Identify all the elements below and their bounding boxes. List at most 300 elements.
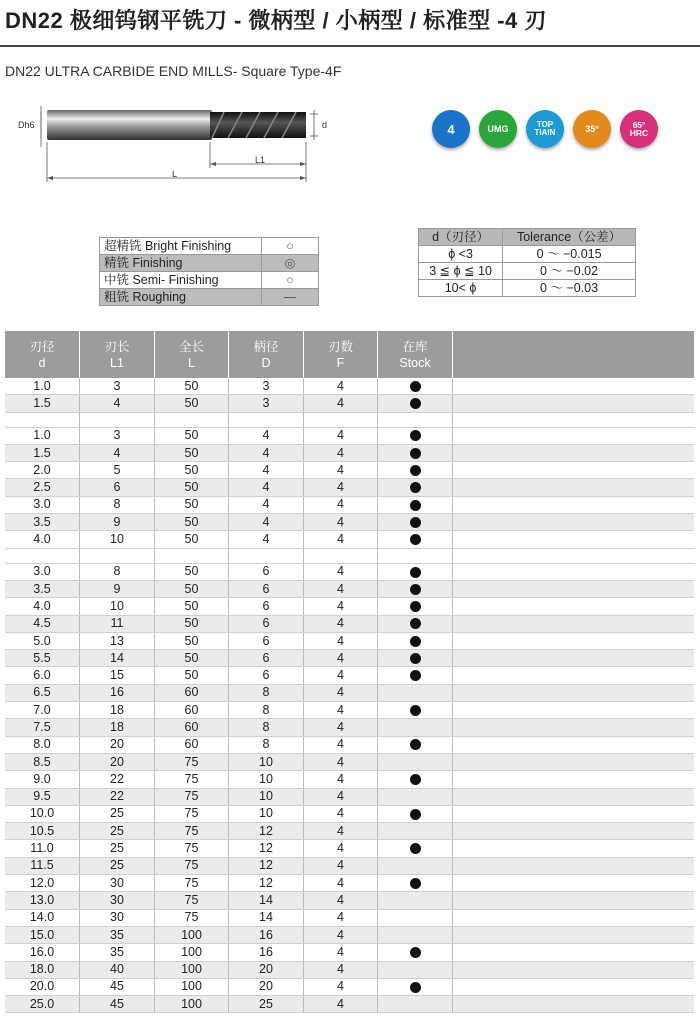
cell-flute-length: 4	[80, 395, 155, 412]
cell-stock	[378, 926, 453, 943]
tolerance-header-tol: Tolerance（公差）	[503, 229, 636, 246]
finishing-label: 粗铣 Roughing	[100, 289, 262, 306]
cell-blank	[453, 615, 695, 632]
cell-flute-length: 30	[80, 892, 155, 909]
cell-shank-diameter: 3	[229, 395, 304, 412]
cell-flutes: 4	[304, 496, 378, 513]
table-row	[5, 615, 694, 632]
cell-shank-diameter: 6	[229, 580, 304, 597]
tolerance-value: 0 ～ −0.03	[503, 280, 636, 297]
in-stock-dot-icon	[410, 774, 421, 785]
table-row	[5, 753, 694, 770]
cell-stock	[378, 736, 453, 753]
cell-shank-diameter: 14	[229, 909, 304, 926]
cell-stock	[378, 615, 453, 632]
cell-flute-length: 45	[80, 996, 155, 1013]
cell-overall-length: 100	[155, 996, 229, 1013]
cell-stock	[378, 771, 453, 788]
cell-shank-diameter: 6	[229, 632, 304, 649]
cell-shank-diameter: 8	[229, 719, 304, 736]
page-title: DN22 极细钨钢平铣刀 - 微柄型 / 小柄型 / 标准型 -4 刃	[5, 8, 547, 33]
cell-flutes: 4	[304, 632, 378, 649]
cell-stock	[378, 805, 453, 822]
cell-flutes: 4	[304, 996, 378, 1013]
table-row	[5, 805, 694, 822]
cell-flutes: 4	[304, 684, 378, 701]
cell-blank	[453, 479, 695, 496]
cell-shank-diameter: 20	[229, 961, 304, 978]
cell-shank-diameter: 4	[229, 514, 304, 531]
cell-diameter: 7.0	[5, 702, 80, 719]
cell-shank-diameter: 6	[229, 563, 304, 580]
table-row	[5, 598, 694, 615]
title-divider	[0, 45, 700, 47]
cell-flute-length: 11	[80, 615, 155, 632]
cell-diameter: 13.0	[5, 892, 80, 909]
in-stock-dot-icon	[410, 636, 421, 647]
in-stock-dot-icon	[410, 584, 421, 595]
cell-overall-length: 100	[155, 961, 229, 978]
header-blank	[453, 331, 695, 378]
cell-shank-diameter: 10	[229, 753, 304, 770]
cell-flute-length: 3	[80, 427, 155, 444]
cell-diameter: 3.0	[5, 496, 80, 513]
cell-diameter: 15.0	[5, 926, 80, 943]
cell-diameter: 4.0	[5, 598, 80, 615]
cell-flute-length: 9	[80, 580, 155, 597]
cell-blank	[453, 514, 695, 531]
finishing-label: 中铣 Semi- Finishing	[100, 272, 262, 289]
table-row	[5, 823, 694, 840]
cell-blank	[453, 805, 695, 822]
cell-blank	[453, 736, 695, 753]
cell-shank-diameter: 14	[229, 892, 304, 909]
finishing-row	[100, 255, 319, 272]
cell-blank	[453, 892, 695, 909]
cell-overall-length: 50	[155, 650, 229, 667]
cell-flute-length: 10	[80, 598, 155, 615]
cell-diameter: 1.5	[5, 395, 80, 412]
cell-diameter: 11.0	[5, 840, 80, 857]
table-row-spacer	[5, 548, 694, 563]
cell-flutes: 4	[304, 514, 378, 531]
finishing-row	[100, 289, 319, 306]
cell-flute-length: 35	[80, 926, 155, 943]
in-stock-dot-icon	[410, 448, 421, 459]
cell-overall-length: 75	[155, 840, 229, 857]
in-stock-dot-icon	[410, 534, 421, 545]
table-row	[5, 563, 694, 580]
in-stock-dot-icon	[410, 739, 421, 750]
cell-overall-length: 50	[155, 632, 229, 649]
cell-stock	[378, 378, 453, 395]
cell-blank	[453, 944, 695, 961]
in-stock-dot-icon	[410, 517, 421, 528]
table-row	[5, 496, 694, 513]
in-stock-dot-icon	[410, 500, 421, 511]
cell-flute-length: 8	[80, 563, 155, 580]
cell-diameter: 1.0	[5, 427, 80, 444]
cell-diameter: 3.0	[5, 563, 80, 580]
cell-stock	[378, 857, 453, 874]
cell-flutes: 4	[304, 563, 378, 580]
cell-blank	[453, 978, 695, 995]
table-row	[5, 978, 694, 995]
cell-stock	[378, 427, 453, 444]
in-stock-dot-icon	[410, 653, 421, 664]
cell-stock	[378, 823, 453, 840]
cell-overall-length: 50	[155, 462, 229, 479]
spec-header-row	[5, 331, 694, 378]
cell-flute-length: 25	[80, 805, 155, 822]
table-row	[5, 531, 694, 548]
cell-flutes: 4	[304, 857, 378, 874]
table-row	[5, 395, 694, 412]
tolerance-row	[419, 280, 636, 297]
cell-shank-diameter: 12	[229, 840, 304, 857]
cell-stock	[378, 684, 453, 701]
l-label: L	[172, 169, 178, 179]
table-row	[5, 427, 694, 444]
hrc-65-badge: 65° HRC	[620, 110, 658, 148]
cell-shank-diameter: 12	[229, 875, 304, 892]
cell-overall-length: 100	[155, 978, 229, 995]
cell-flutes: 4	[304, 427, 378, 444]
cell-overall-length: 50	[155, 531, 229, 548]
cell-diameter: 20.0	[5, 978, 80, 995]
header-diameter: 刃径 d	[5, 331, 80, 378]
cell-overall-length: 100	[155, 926, 229, 943]
cell-stock	[378, 719, 453, 736]
dh6-label: Dh6	[18, 120, 35, 130]
cell-stock	[378, 563, 453, 580]
tolerance-range: ϕ <3	[419, 246, 503, 263]
cell-blank	[453, 650, 695, 667]
tolerance-table	[418, 228, 636, 297]
cell-stock	[378, 479, 453, 496]
tolerance-value: 0 ～ −0.02	[503, 263, 636, 280]
cell-flutes: 4	[304, 702, 378, 719]
cell-flutes: 4	[304, 378, 378, 395]
cell-shank-diameter: 16	[229, 944, 304, 961]
in-stock-dot-icon	[410, 878, 421, 889]
cell-flutes: 4	[304, 978, 378, 995]
table-row	[5, 650, 694, 667]
cell-blank	[453, 996, 695, 1013]
cell-flutes: 4	[304, 615, 378, 632]
table-row	[5, 667, 694, 684]
cell-shank-diameter: 8	[229, 684, 304, 701]
table-row	[5, 892, 694, 909]
cell-overall-length: 50	[155, 427, 229, 444]
cell-stock	[378, 514, 453, 531]
tolerance-header-d: d（刃径）	[419, 229, 503, 246]
table-row	[5, 840, 694, 857]
4-flute-badge: 4	[432, 110, 470, 148]
cell-blank	[453, 719, 695, 736]
cell-overall-length: 50	[155, 378, 229, 395]
cell-overall-length: 60	[155, 719, 229, 736]
cell-overall-length: 50	[155, 598, 229, 615]
cell-blank	[453, 444, 695, 461]
cell-blank	[453, 961, 695, 978]
cell-shank-diameter: 6	[229, 650, 304, 667]
cell-diameter: 25.0	[5, 996, 80, 1013]
cell-shank-diameter: 6	[229, 667, 304, 684]
cell-diameter: 8.0	[5, 736, 80, 753]
cell-flutes: 4	[304, 479, 378, 496]
in-stock-dot-icon	[410, 809, 421, 820]
header-overall-length: 全长 L	[155, 331, 229, 378]
cell-blank	[453, 753, 695, 770]
table-row	[5, 580, 694, 597]
cell-blank	[453, 427, 695, 444]
cell-flutes: 4	[304, 823, 378, 840]
in-stock-dot-icon	[410, 465, 421, 476]
cell-flute-length: 13	[80, 632, 155, 649]
cell-shank-diameter: 6	[229, 598, 304, 615]
cell-flutes: 4	[304, 771, 378, 788]
cell-flute-length: 18	[80, 719, 155, 736]
cell-diameter: 11.5	[5, 857, 80, 874]
cell-stock	[378, 650, 453, 667]
cell-flute-length: 20	[80, 736, 155, 753]
cell-flutes: 4	[304, 580, 378, 597]
cell-blank	[453, 875, 695, 892]
table-row	[5, 479, 694, 496]
cell-blank	[453, 496, 695, 513]
cell-flutes: 4	[304, 909, 378, 926]
cell-flutes: 4	[304, 736, 378, 753]
page-subtitle: DN22 ULTRA CARBIDE END MILLS- Square Type-4F	[5, 63, 342, 79]
table-row	[5, 926, 694, 943]
cell-diameter: 7.5	[5, 719, 80, 736]
finishing-table	[99, 237, 319, 306]
cell-flutes: 4	[304, 667, 378, 684]
table-row	[5, 378, 694, 395]
cell-shank-diameter: 12	[229, 823, 304, 840]
cell-shank-diameter: 4	[229, 531, 304, 548]
cell-diameter: 18.0	[5, 961, 80, 978]
in-stock-dot-icon	[410, 601, 421, 612]
cell-flutes: 4	[304, 961, 378, 978]
cell-diameter: 6.5	[5, 684, 80, 701]
cell-overall-length: 60	[155, 684, 229, 701]
cell-diameter: 5.5	[5, 650, 80, 667]
in-stock-dot-icon	[410, 398, 421, 409]
header-shank-diameter: 柄径 D	[229, 331, 304, 378]
in-stock-dot-icon	[410, 670, 421, 681]
cell-shank-diameter: 8	[229, 702, 304, 719]
cell-shank-diameter: 4	[229, 444, 304, 461]
in-stock-dot-icon	[410, 567, 421, 578]
cell-flutes: 4	[304, 805, 378, 822]
finishing-label: 精铣 Finishing	[100, 255, 262, 272]
cell-diameter: 10.5	[5, 823, 80, 840]
cell-flute-length: 40	[80, 961, 155, 978]
tolerance-header-row	[419, 229, 636, 246]
finishing-label: 超精铣 Bright Finishing	[100, 238, 262, 255]
cell-overall-length: 75	[155, 875, 229, 892]
cell-diameter: 9.5	[5, 788, 80, 805]
cell-overall-length: 75	[155, 909, 229, 926]
cell-flutes: 4	[304, 875, 378, 892]
cell-blank	[453, 563, 695, 580]
table-row	[5, 788, 694, 805]
cell-stock	[378, 753, 453, 770]
cell-diameter: 4.5	[5, 615, 80, 632]
cell-flutes: 4	[304, 598, 378, 615]
cell-stock	[378, 788, 453, 805]
cell-shank-diameter: 3	[229, 378, 304, 395]
cell-flutes: 4	[304, 926, 378, 943]
cell-stock	[378, 395, 453, 412]
cell-flute-length: 30	[80, 909, 155, 926]
cell-overall-length: 50	[155, 667, 229, 684]
cell-flute-length: 22	[80, 788, 155, 805]
cell-shank-diameter: 12	[229, 857, 304, 874]
cell-shank-diameter: 4	[229, 427, 304, 444]
cell-flute-length: 10	[80, 531, 155, 548]
cell-flutes: 4	[304, 531, 378, 548]
cell-overall-length: 50	[155, 395, 229, 412]
cell-shank-diameter: 25	[229, 996, 304, 1013]
cell-overall-length: 50	[155, 615, 229, 632]
cell-diameter: 2.0	[5, 462, 80, 479]
in-stock-dot-icon	[410, 982, 421, 993]
cell-blank	[453, 462, 695, 479]
cell-overall-length: 100	[155, 944, 229, 961]
finishing-mark: ○	[262, 238, 319, 255]
umg-badge: UMG	[479, 110, 517, 148]
cell-diameter: 4.0	[5, 531, 80, 548]
header-stock: 在库 Stock	[378, 331, 453, 378]
cell-shank-diameter: 10	[229, 805, 304, 822]
table-row	[5, 719, 694, 736]
cell-shank-diameter: 4	[229, 479, 304, 496]
cell-shank-diameter: 16	[229, 926, 304, 943]
cell-stock	[378, 944, 453, 961]
header-flute-length: 刃长 L1	[80, 331, 155, 378]
cell-blank	[453, 684, 695, 701]
cell-stock	[378, 875, 453, 892]
tolerance-value: 0 ～ −0.015	[503, 246, 636, 263]
table-row	[5, 771, 694, 788]
cell-diameter: 12.0	[5, 875, 80, 892]
cell-blank	[453, 788, 695, 805]
table-row	[5, 444, 694, 461]
cell-stock	[378, 496, 453, 513]
cell-blank	[453, 840, 695, 857]
cell-stock	[378, 892, 453, 909]
tolerance-row	[419, 263, 636, 280]
finishing-row	[100, 238, 319, 255]
table-row	[5, 961, 694, 978]
in-stock-dot-icon	[410, 843, 421, 854]
cell-shank-diameter: 10	[229, 771, 304, 788]
cell-flutes: 4	[304, 462, 378, 479]
cell-flute-length: 18	[80, 702, 155, 719]
angle-35-badge: 35°	[573, 110, 611, 148]
cell-blank	[453, 378, 695, 395]
top-tiain-badge: TOP TIAIN	[526, 110, 564, 148]
table-row	[5, 944, 694, 961]
cell-flute-length: 35	[80, 944, 155, 961]
cell-overall-length: 75	[155, 771, 229, 788]
table-row	[5, 909, 694, 926]
finishing-mark: ◎	[262, 255, 319, 272]
cell-shank-diameter: 4	[229, 496, 304, 513]
cell-flutes: 4	[304, 444, 378, 461]
tolerance-range: 10< ϕ	[419, 280, 503, 297]
cell-stock	[378, 961, 453, 978]
cell-blank	[453, 580, 695, 597]
cell-diameter: 2.5	[5, 479, 80, 496]
cell-flute-length: 9	[80, 514, 155, 531]
cell-diameter: 14.0	[5, 909, 80, 926]
cell-diameter: 16.0	[5, 944, 80, 961]
cell-diameter: 6.0	[5, 667, 80, 684]
cell-flute-length: 3	[80, 378, 155, 395]
finishing-mark: ○	[262, 272, 319, 289]
cell-overall-length: 75	[155, 805, 229, 822]
table-row	[5, 462, 694, 479]
l1-label: L1	[255, 155, 266, 165]
table-row	[5, 702, 694, 719]
cell-stock	[378, 909, 453, 926]
cell-flute-length: 16	[80, 684, 155, 701]
feature-badges	[432, 110, 682, 150]
cell-stock	[378, 580, 453, 597]
cell-blank	[453, 857, 695, 874]
cell-overall-length: 50	[155, 479, 229, 496]
finishing-row	[100, 272, 319, 289]
cell-diameter: 8.5	[5, 753, 80, 770]
cell-overall-length: 50	[155, 444, 229, 461]
cell-flute-length: 4	[80, 444, 155, 461]
cell-overall-length: 75	[155, 857, 229, 874]
cell-overall-length: 50	[155, 514, 229, 531]
cell-blank	[453, 531, 695, 548]
in-stock-dot-icon	[410, 381, 421, 392]
cell-flute-length: 8	[80, 496, 155, 513]
cell-blank	[453, 823, 695, 840]
cell-diameter: 9.0	[5, 771, 80, 788]
cell-overall-length: 50	[155, 580, 229, 597]
cell-flute-length: 25	[80, 823, 155, 840]
cell-overall-length: 50	[155, 496, 229, 513]
cell-flute-length: 5	[80, 462, 155, 479]
cell-stock	[378, 667, 453, 684]
cell-stock	[378, 840, 453, 857]
cell-flutes: 4	[304, 650, 378, 667]
cell-shank-diameter: 8	[229, 736, 304, 753]
header-flutes: 刃数 F	[304, 331, 378, 378]
table-row-spacer	[5, 412, 694, 427]
finishing-mark: —	[262, 289, 319, 306]
d-label: d	[322, 120, 328, 130]
in-stock-dot-icon	[410, 430, 421, 441]
cell-blank	[453, 771, 695, 788]
cell-overall-length: 75	[155, 753, 229, 770]
cell-stock	[378, 531, 453, 548]
cell-overall-length: 75	[155, 892, 229, 909]
cell-diameter: 3.5	[5, 514, 80, 531]
cell-flutes: 4	[304, 753, 378, 770]
cell-flutes: 4	[304, 395, 378, 412]
tolerance-range: 3 ≦ ϕ ≦ 10	[419, 263, 503, 280]
cell-stock	[378, 702, 453, 719]
